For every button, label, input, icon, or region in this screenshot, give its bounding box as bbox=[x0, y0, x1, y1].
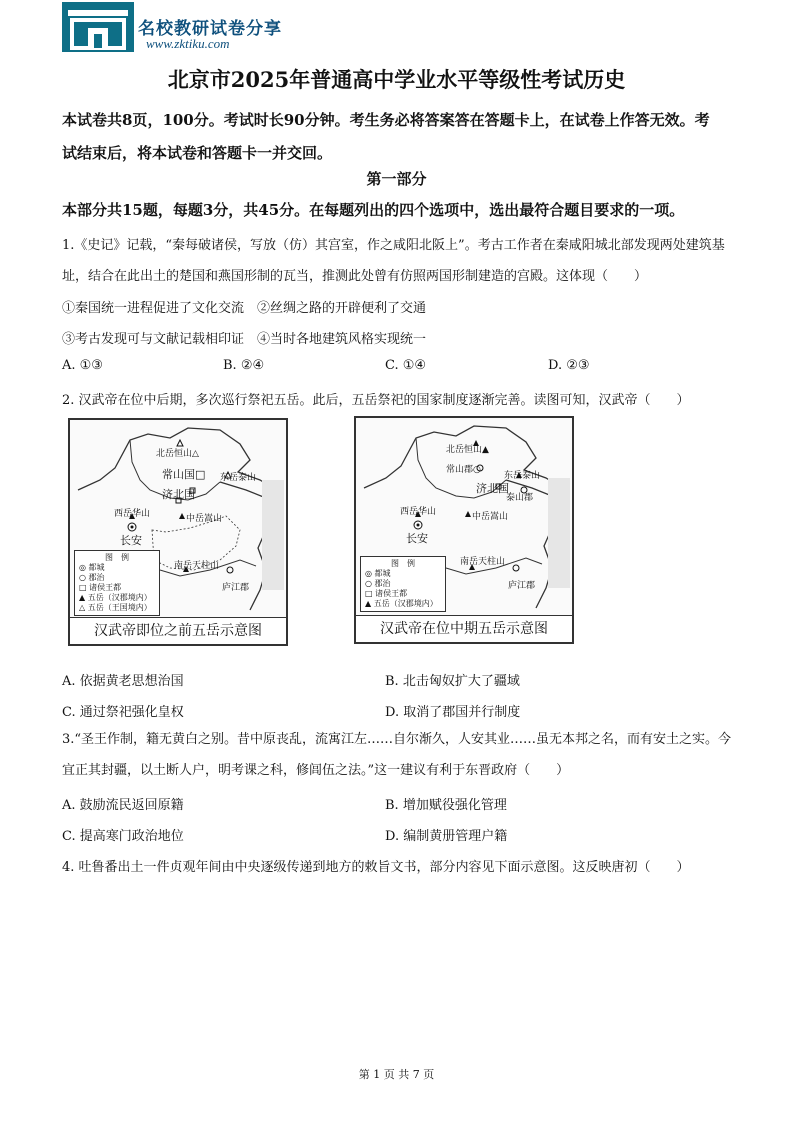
logo-emblem-icon bbox=[62, 2, 134, 52]
map-2-label-lujiang: 庐江郡 bbox=[508, 581, 536, 591]
question-3-option-c[interactable]: C. 提高寒门政治地位 bbox=[62, 829, 184, 844]
question-1-option-d[interactable]: D. ②③ bbox=[548, 358, 590, 373]
question-2-stem: 2. 汉武帝在位中后期，多次巡行祭祀五岳。此后，五岳祭祀的国家制度逐渐完善。读图可知，汉武帝（ ） bbox=[62, 393, 690, 408]
question-3-option-b[interactable]: B. 增加赋役强化管理 bbox=[385, 798, 507, 813]
logo-url: www.zktiku.com bbox=[146, 36, 230, 51]
map-2-legend-title: 图 例 bbox=[391, 559, 415, 568]
map-before-accession bbox=[68, 418, 288, 646]
page-footer: 第 1 页 共 7 页 bbox=[358, 1068, 435, 1081]
question-1-option-a[interactable]: A. ①③ bbox=[62, 358, 103, 373]
map-1-label-changan: 长安 bbox=[120, 534, 142, 547]
part-title: 第一部分 bbox=[366, 170, 427, 188]
map-1-label-zhongyue: 中岳嵩山 bbox=[186, 514, 223, 524]
map-2-legend-item: □ 诸侯王都 bbox=[365, 589, 408, 598]
part-description: 本部分共15题，每题3分，共45分。在每题列出的四个选项中，选出最符合题目要求的一项。 bbox=[62, 201, 685, 219]
map-2-legend-item: ▲ 五岳（汉郡境内） bbox=[365, 599, 438, 608]
map-1-legend-item: □ 诸侯王都 bbox=[79, 583, 122, 592]
map-1-label-dongyue: 东岳泰山 bbox=[220, 473, 257, 483]
exam-title: 北京市2025年普通高中学业水平等级性考试历史 bbox=[167, 67, 626, 92]
question-2-option-c[interactable]: C. 通过祭祀强化皇权 bbox=[62, 705, 184, 720]
map-1-legend-title: 图 例 bbox=[105, 553, 129, 562]
map-2-legend-item: ○ 郡治 bbox=[365, 579, 391, 588]
map-1-label-nanyue: 南岳天柱山 bbox=[174, 561, 220, 571]
question-4-stem: 4. 吐鲁番出土一件贞观年间由中央逐级传递到地方的敕旨文书，部分内容见下面示意图。这反映唐初（ ） bbox=[62, 860, 690, 875]
map-1-caption: 汉武帝即位之前五岳示意图 bbox=[70, 617, 286, 644]
question-3-option-d[interactable]: D. 编制黄册管理户籍 bbox=[385, 829, 508, 844]
map-1-label-jibei: 济北国 bbox=[162, 488, 195, 501]
map-2-legend bbox=[360, 556, 446, 612]
question-1-items-line-1: ①秦国统一进程促进了文化交流 ②丝绸之路的开辟便利了交通 bbox=[62, 301, 427, 316]
map-1-legend-item: ▲ 五岳（汉郡境内） bbox=[79, 593, 152, 602]
map-1-label-xiyue: 西岳华山 bbox=[114, 509, 151, 519]
map-2-label-dongyue: 东岳泰山 bbox=[504, 471, 541, 481]
question-1-option-c[interactable]: C. ①④ bbox=[385, 358, 427, 373]
question-2-option-b[interactable]: B. 北击匈奴扩大了疆域 bbox=[385, 674, 520, 689]
map-1-label-north: 北岳恒山△ bbox=[156, 449, 199, 459]
logo-name: 名校教研试卷分享 bbox=[138, 19, 282, 39]
question-1-items-line-2: ③考古发现可与文献记载相印证 ④当时各地建筑风格实现统一 bbox=[62, 332, 427, 347]
map-2-label-zhongyue: 中岳嵩山 bbox=[472, 512, 509, 522]
map-2-label-changshan: 常山郡○ bbox=[446, 465, 481, 475]
map-1-legend-item: ○ 郡治 bbox=[79, 573, 105, 582]
map-2-label-taishan: 泰山郡 bbox=[506, 493, 534, 503]
map-1-label-lujiang: 庐江郡 bbox=[222, 583, 250, 593]
map-2-label-north: 北岳恒山▲ bbox=[446, 445, 489, 455]
site-logo bbox=[62, 2, 282, 54]
exam-instructions: 本试卷共8页，100分。考试时长90分钟。考生务必将答案答在答题卡上，在试卷上作答无效。考试结束后，将本试卷和答题卡一并交回。 bbox=[62, 111, 710, 162]
map-2-caption: 汉武帝在位中期五岳示意图 bbox=[356, 615, 572, 642]
map-1-legend-item: ◎ 都城 bbox=[79, 563, 105, 572]
question-3-stem: 3.“圣王作制，籍无黄白之别。昔中原丧乱，流寓江左……自尔渐久，人安其业……虽无本邦之名，而有安土之实。今宜正其封疆，以土断人户，明考课之科，修闾伍之法。”这一建议有利于东晋政府（ ） bbox=[62, 732, 732, 778]
question-1-stem: 1.《史记》记载，“秦每破诸侯，写放（仿）其宫室，作之咸阳北阪上”。考古工作者在秦咸阳城北部发现两处建筑基址，结合在此出土的楚国和燕国形制的瓦当，推测此处曾有仿照两国形制建造的宫殿。这体现（ ） bbox=[62, 238, 725, 284]
map-1-legend bbox=[74, 550, 160, 616]
question-2-option-d[interactable]: D. 取消了郡国并行制度 bbox=[385, 705, 521, 720]
question-2-option-a[interactable]: A. 依据黄老思想治国 bbox=[62, 674, 184, 689]
map-mid-reign bbox=[354, 416, 574, 644]
map-2-label-changan: 长安 bbox=[406, 532, 428, 545]
map-2-label-nanyue: 南岳天柱山 bbox=[460, 557, 506, 567]
map-1-legend-item: △ 五岳（王国境内） bbox=[79, 603, 152, 612]
question-1-option-b[interactable]: B. ②④ bbox=[223, 358, 265, 373]
map-2-label-jibei: 济北国 bbox=[476, 482, 509, 495]
map-2-label-xiyue: 西岳华山 bbox=[400, 507, 437, 517]
question-3-option-a[interactable]: A. 鼓励流民返回原籍 bbox=[62, 798, 184, 813]
map-1-label-changshan: 常山国□ bbox=[162, 468, 206, 481]
map-2-legend-item: ◎ 都城 bbox=[365, 569, 391, 578]
